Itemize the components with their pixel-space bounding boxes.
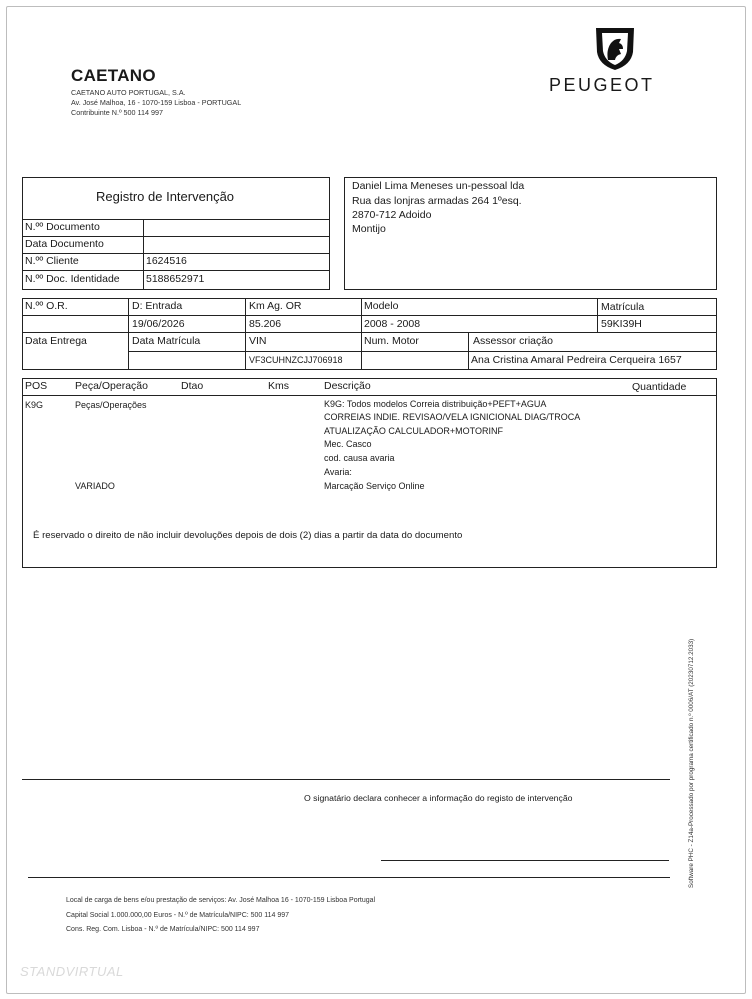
brand-name: PEUGEOT <box>549 75 655 95</box>
row1-description-line: CORREIAS INDIE. REVISAO/VELA IGNICIONAL DIAG/TROCA <box>324 412 581 422</box>
row1-description-line: ATUALIZAÇÃO CALCULADOR+MOTORINF <box>324 426 503 436</box>
row2-description: Marcação Serviço Online <box>324 481 425 491</box>
company-name: CAETANO <box>71 66 156 85</box>
customer-name: Daniel Lima Meneses un-pessoal lda <box>352 180 525 192</box>
km-value: 85.206 <box>249 318 282 330</box>
software-certification: Software PHC - Z14a-Processado por programa certificado n.º 0006/AT (20230712.2033) <box>688 638 695 888</box>
customer-postcode: 2870-712 Adoido <box>352 209 432 221</box>
customer-city: Montijo <box>352 223 386 235</box>
header-kms: Kms <box>268 380 289 392</box>
plate-value: 59KI39H <box>601 318 642 330</box>
client-number-label: N.ºº Cliente <box>25 255 79 267</box>
customer-street: Rua das lonjras armadas 264 1ºesq. <box>352 195 522 207</box>
signature-line <box>381 860 669 861</box>
id-number-value: 5188652971 <box>146 273 205 285</box>
advisor-value: Ana Cristina Amaral Pedreira Cerqueira 1657 <box>471 354 682 366</box>
vin-value: VF3CUHNZCJJ706918 <box>249 355 343 365</box>
header-quantity: Quantidade <box>632 381 687 393</box>
document-title: Registro de Intervenção <box>96 189 235 204</box>
footer-line: Cons. Reg. Com. Lisboa - N.º de Matrícula/NIPC: 500 114 997 <box>66 926 260 933</box>
footer-line: Local de carga de bens e/ou prestação de serviços: Av. José Malhoa 16 - 1070-159 Lisboa Portugal <box>66 897 376 904</box>
id-number-label: N.ºº Doc. Identidade <box>25 273 120 285</box>
model-value: 2008 - 2008 <box>364 318 421 330</box>
company-legal-name: CAETANO AUTO PORTUGAL, S.A. <box>71 88 186 97</box>
company-taxpayer: Contribuinte N.º 500 114 997 <box>71 108 163 117</box>
advisor-label: Assessor criação <box>473 335 553 347</box>
returns-notice: É reservado o direito de não incluir devoluções depois de dois (2) dias a partir da data do documento <box>33 530 463 541</box>
client-number-value: 1624516 <box>146 255 187 267</box>
row1-description-line: K9G: Todos modelos Correia distribuição+PEFT+AGUA <box>324 399 547 409</box>
customer-box <box>344 177 717 290</box>
doc-number-label: N.ºº Documento <box>25 221 100 233</box>
lion-shield-icon <box>592 24 638 72</box>
row2-part: VARIADO <box>75 481 115 491</box>
company-address: Av. José Malhoa, 16 - 1070-159 Lisboa - PORTUGAL <box>71 98 242 107</box>
row1-pos: K9G <box>25 400 44 410</box>
signature-note: O signatário declara conhecer a informação do registo de intervenção <box>304 793 573 803</box>
footer-line: Capital Social 1.000.000,00 Euros - N.º de Matrícula/NIPC: 500 114 997 <box>66 912 290 919</box>
watermark: STANDVIRTUAL <box>20 964 124 979</box>
entry-date-label: D: Entrada <box>132 300 183 312</box>
header-pos: POS <box>25 380 48 392</box>
header-description: Descrição <box>324 380 371 392</box>
header-dtao: Dtao <box>181 380 204 392</box>
plate-label: Matrícula <box>601 301 645 313</box>
row1-description-line: Mec. Casco <box>324 439 372 449</box>
model-label: Modelo <box>364 300 399 312</box>
delivery-date-label: Data Entrega <box>25 335 87 347</box>
row1-description-line: Avaria: <box>324 467 352 477</box>
row1-description-line: cod. causa avaria <box>324 453 395 463</box>
engine-number-label: Num. Motor <box>364 335 419 347</box>
vin-label: VIN <box>249 335 267 347</box>
header-part: Peça/Operação <box>75 380 148 392</box>
km-label: Km Ag. OR <box>249 300 302 312</box>
doc-date-label: Data Documento <box>25 238 104 250</box>
registration-date-label: Data Matrícula <box>132 335 201 347</box>
entry-date-value: 19/06/2026 <box>132 318 185 330</box>
row1-part: Peças/Operações <box>75 400 147 410</box>
or-number-label: N.ºº O.R. <box>25 300 68 312</box>
